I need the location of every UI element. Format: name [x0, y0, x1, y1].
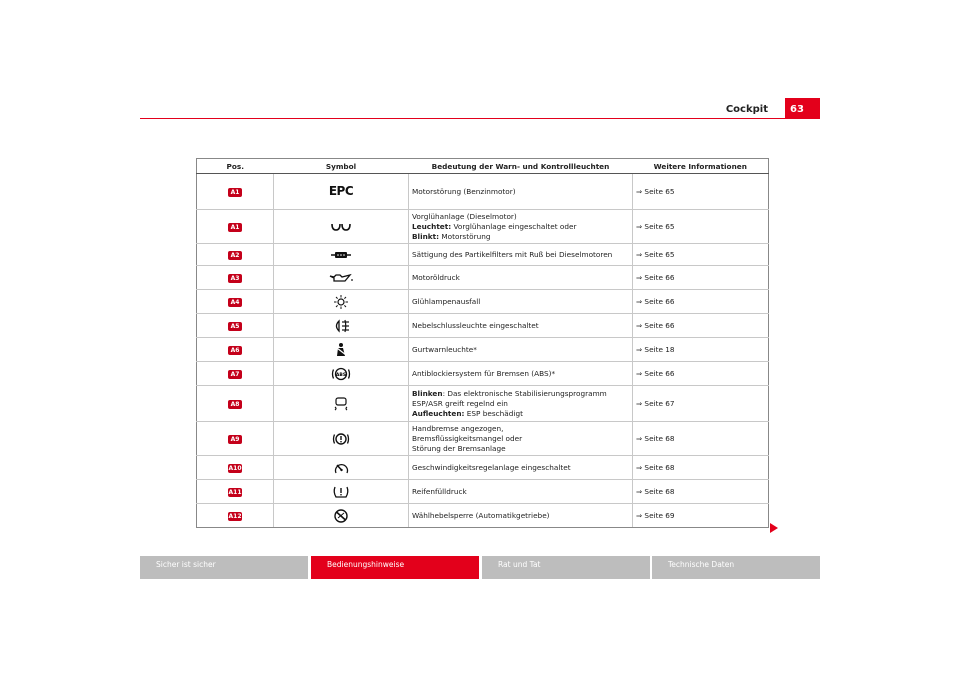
position-badge: A7: [228, 370, 242, 379]
header-divider: [140, 118, 820, 119]
seatbelt-icon: [334, 342, 348, 358]
page-reference-link[interactable]: ⇒ Seite 65: [636, 249, 675, 259]
meaning-line: [412, 369, 629, 379]
tyre-pressure-icon: [332, 485, 350, 499]
meaning-line: [412, 273, 629, 283]
cell-pos: [197, 290, 274, 314]
cell-meaning: [409, 504, 633, 528]
meaning-text: Störung der Bremsanlage: [412, 443, 506, 453]
page-reference-link[interactable]: ⇒ Seite 66: [636, 272, 675, 282]
table-row: [197, 314, 769, 338]
cell-symbol: [274, 456, 409, 480]
meaning-text: ESP/ASR greift regelnd ein: [412, 398, 508, 408]
cell-info: [633, 456, 769, 480]
position-badge: A1: [228, 188, 242, 197]
epc-icon: [328, 183, 354, 198]
cell-meaning: [409, 314, 633, 338]
meaning-keyword: Aufleuchten:: [412, 408, 465, 418]
meaning-text: Motoröldruck: [412, 272, 460, 282]
table-row: [197, 362, 769, 386]
cell-pos: [197, 456, 274, 480]
cell-info: [633, 266, 769, 290]
cell-symbol: [274, 386, 409, 422]
footer-tab-technical-data[interactable]: Technische Daten: [652, 556, 820, 579]
cell-pos: [197, 244, 274, 266]
meaning-text: Gurtwarnleuchte*: [412, 344, 477, 354]
page-title: Cockpit: [725, 104, 768, 115]
table-row: [197, 422, 769, 456]
table-row: [197, 266, 769, 290]
page-reference-link[interactable]: ⇒ Seite 66: [636, 296, 675, 306]
cell-symbol: [274, 504, 409, 528]
meaning-line: [412, 511, 629, 521]
meaning-line: [412, 345, 629, 355]
column-header-meaning: Bedeutung der Warn- und Kontrollleuchten: [409, 159, 633, 174]
page-reference-link[interactable]: ⇒ Seite 67: [636, 398, 675, 408]
page-reference-link[interactable]: ⇒ Seite 65: [636, 186, 675, 196]
table-row: [197, 386, 769, 422]
cruise-control-icon: [332, 461, 350, 475]
cell-symbol: [274, 314, 409, 338]
cell-symbol: [274, 362, 409, 386]
position-badge: A1: [228, 223, 242, 232]
next-page-arrow-icon[interactable]: [770, 523, 778, 533]
meaning-line: [412, 389, 629, 399]
cell-info: [633, 210, 769, 244]
cell-pos: [197, 338, 274, 362]
meaning-text: Antiblockiersystem für Bremsen (ABS)*: [412, 368, 556, 378]
meaning-text: Motorstörung: [439, 231, 491, 241]
cell-meaning: [409, 338, 633, 362]
page-reference-link[interactable]: ⇒ Seite 68: [636, 486, 675, 496]
meaning-text: Vorglühanlage (Dieselmotor): [412, 211, 517, 221]
cell-symbol: [274, 480, 409, 504]
cell-info: [633, 174, 769, 210]
meaning-keyword: Blinken: [412, 388, 443, 398]
meaning-text: Sättigung des Partikelfilters mit Ruß bei Dieselmotoren: [412, 249, 613, 259]
cell-meaning: [409, 266, 633, 290]
meaning-text: Vorglühanlage eingeschaltet oder: [451, 221, 577, 231]
meaning-line: [412, 463, 629, 473]
abs-icon: [330, 367, 352, 381]
position-badge: A3: [228, 274, 242, 283]
meaning-text: Geschwindigkeitsregelanlage eingeschaltet: [412, 462, 571, 472]
cell-meaning: [409, 386, 633, 422]
column-header-info: Weitere Informationen: [633, 159, 769, 174]
footer-tab-operation[interactable]: Bedienungshinweise: [311, 556, 479, 579]
meaning-line: [412, 232, 629, 242]
cell-symbol: [274, 338, 409, 362]
table-row: [197, 480, 769, 504]
cell-symbol: [274, 290, 409, 314]
cell-pos: [197, 504, 274, 528]
oil-can-icon: [328, 273, 354, 283]
page-reference-link[interactable]: ⇒ Seite 69: [636, 510, 675, 520]
cell-info: [633, 422, 769, 456]
esp-skid-icon: [332, 396, 350, 412]
position-badge: A4: [228, 298, 242, 307]
meaning-line: [412, 297, 629, 307]
page-reference-link[interactable]: ⇒ Seite 68: [636, 462, 675, 472]
table-row: [197, 210, 769, 244]
cell-meaning: [409, 174, 633, 210]
cell-symbol: [274, 210, 409, 244]
cell-pos: [197, 174, 274, 210]
meaning-line: [412, 424, 629, 434]
cell-info: [633, 290, 769, 314]
cell-symbol: [274, 422, 409, 456]
cell-info: [633, 504, 769, 528]
cell-meaning: [409, 480, 633, 504]
abs-icon-text: ABS: [335, 372, 347, 378]
particulate-filter-icon: [330, 250, 352, 260]
page-reference-link[interactable]: ⇒ Seite 66: [636, 320, 675, 330]
footer-tab-tips[interactable]: Rat und Tat: [482, 556, 650, 579]
column-header-symbol: Symbol: [274, 159, 409, 174]
position-badge: A10: [228, 464, 242, 472]
position-badge: A8: [228, 400, 242, 409]
cell-info: [633, 314, 769, 338]
page-number: 63: [785, 98, 820, 118]
cell-pos: [197, 266, 274, 290]
cell-meaning: [409, 244, 633, 266]
position-badge: A5: [228, 322, 242, 331]
meaning-text: Bremsflüssigkeitsmangel oder: [412, 433, 523, 443]
meaning-text: Glühlampenausfall: [412, 296, 481, 306]
position-badge: A2: [228, 251, 242, 260]
cell-pos: [197, 480, 274, 504]
preheating-coil-icon: [330, 222, 352, 232]
column-header-pos: Pos.: [197, 159, 274, 174]
table-row: [197, 504, 769, 528]
meaning-text: Wählhebelsperre (Automatikgetriebe): [412, 510, 550, 520]
meaning-text: Nebelschlussleuchte eingeschaltet: [412, 320, 539, 330]
position-badge: A9: [228, 435, 242, 444]
meaning-line: [412, 434, 629, 444]
meaning-keyword: Blinkt:: [412, 231, 440, 241]
page-reference-link[interactable]: ⇒ Seite 66: [636, 368, 675, 378]
cell-meaning: [409, 456, 633, 480]
footer-tab-safety[interactable]: Sicher ist sicher: [140, 556, 308, 579]
cell-meaning: [409, 210, 633, 244]
table-row: [197, 456, 769, 480]
selector-lever-lock-icon: [332, 509, 350, 523]
position-badge: A6: [228, 346, 242, 355]
bulb-icon: [333, 295, 349, 309]
warning-lights-table: [196, 158, 769, 528]
table-header-row: [197, 159, 769, 174]
position-badge: A11: [228, 488, 242, 496]
brake-warning-icon: [332, 432, 350, 446]
table-row: [197, 290, 769, 314]
page-reference-link[interactable]: ⇒ Seite 65: [636, 221, 675, 231]
table-row: [197, 244, 769, 266]
position-badge: A12: [228, 512, 242, 520]
table-row: [197, 174, 769, 210]
meaning-keyword: Leuchtet:: [412, 221, 452, 231]
cell-pos: [197, 210, 274, 244]
meaning-text: Handbremse angezogen,: [412, 423, 504, 433]
meaning-line: [412, 212, 629, 222]
meaning-line: [412, 321, 629, 331]
cell-info: [633, 244, 769, 266]
meaning-line: [412, 222, 629, 232]
meaning-line: [412, 444, 629, 454]
cell-pos: [197, 362, 274, 386]
cell-symbol: [274, 244, 409, 266]
cell-meaning: [409, 422, 633, 456]
meaning-line: [412, 409, 629, 419]
cell-pos: [197, 386, 274, 422]
meaning-line: [412, 250, 629, 260]
cell-symbol: [274, 266, 409, 290]
rear-fog-light-icon: [332, 319, 350, 333]
cell-meaning: [409, 362, 633, 386]
cell-pos: [197, 422, 274, 456]
meaning-line: [412, 399, 629, 409]
meaning-text: : Das elektronische Stabilisierungsprogramm: [442, 388, 607, 398]
meaning-text: Motorstörung (Benzinmotor): [412, 186, 516, 196]
cell-pos: [197, 314, 274, 338]
meaning-line: [412, 187, 629, 197]
page-reference-link[interactable]: ⇒ Seite 68: [636, 433, 675, 443]
meaning-text: ESP beschädigt: [464, 408, 523, 418]
cell-info: [633, 362, 769, 386]
epc-icon-text: EPC: [328, 183, 354, 198]
table-row: [197, 338, 769, 362]
meaning-text: Reifenfülldruck: [412, 486, 467, 496]
cell-symbol: [274, 174, 409, 210]
meaning-line: [412, 487, 629, 497]
cell-info: [633, 386, 769, 422]
page-reference-link[interactable]: ⇒ Seite 18: [636, 344, 675, 354]
cell-meaning: [409, 290, 633, 314]
cell-info: [633, 480, 769, 504]
cell-info: [633, 338, 769, 362]
